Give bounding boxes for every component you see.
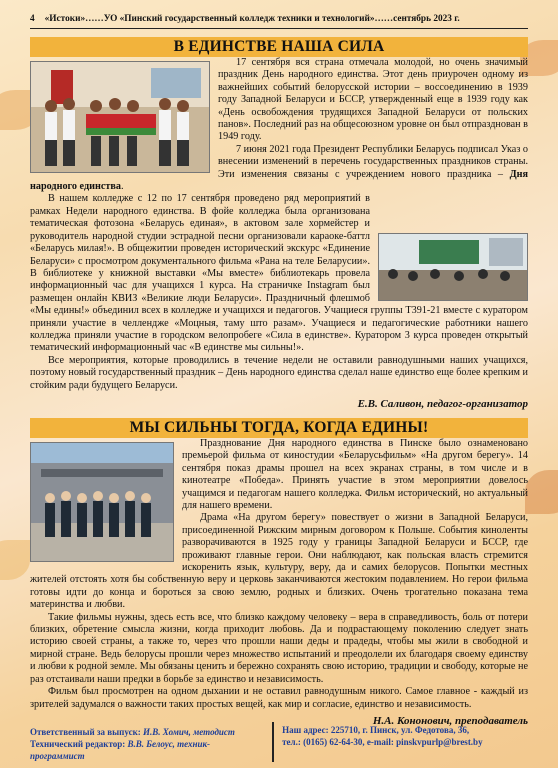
section2-signature: Н.А. Кононович, преподаватель	[372, 714, 528, 727]
footer-credits	[30, 722, 264, 762]
section2-title: МЫ СИЛЬНЫ ТОГДА, КОГДА ЕДИНЫ!	[30, 418, 528, 438]
section1-paragraph-3: В нашем колледже с 12 по 17 сентября проведено ряд мероприятий в рамках Недели народного единства. В фойе колледжа была организована тематическая фотозона «Беларусь единая», в актовом зале хормейстер и руководитель народной студии эстрадной песни организовали караоке-баттл «Беларусь милая!». В общежитии проведен исторический экскурс «Единение Беларуси» с просмотром документального фильма «Рана на теле Беларусии». В библиотеке у книжной выставки «Мы вместе» библиотекарь провела информационный час для учащихся 1 курса. На страничке Instagram был размещен онлайн КВИЗ «Великие люди Беларуси». Праздничный флешмоб «Мы едины!» объединил всех в колледже и учащихся и педагогов. Учащиеся группы Т391-21 вместе с куратором приняли участие в челлендже «Моцныя, таму што разам». Учащиеся и педагогические работники нашего колледжа приняли участие в городском велопробеге «Сила в единстве». Куратором 3 курса проведен открытый тематический информационный час «В единстве мы сильны!».	[30, 193, 528, 354]
address-text: Наш адрес: 225710, г. Пинск, ул. Федотова, 36,	[282, 725, 470, 735]
section1-signature: Е.В. Саливон, педагог-организатор	[357, 397, 528, 410]
section2-paragraph-1: Празднование Дня народного единства в Пинске было ознаменовано премьерой фильма от киностудии «Беларусьфильм» «На другом берегу». 14 сентября показ драмы прошел на всех экранах страны, в том числе и в кинотеатре «Победа». Принять участие в этом мероприятии довелось учащимся и педагогам нашего колледжа. Фильм исторический, но актуальный для нашего времени.	[182, 437, 528, 511]
section1-body	[30, 57, 528, 410]
students-flag-photo	[30, 61, 210, 173]
section2-body	[30, 438, 528, 727]
footer-contacts	[282, 722, 528, 762]
page-footer	[30, 722, 528, 762]
section1-paragraph-1: 17 сентября вся страна отмечала молодой, но очень значимый праздник День народного единства. Этот день приурочен одному из важнейших событий белорусской истории – воссоединению в 1939 году Западной Беларуси и БССР, утвержденный еще в 1939 году как «День освобождения трудящихся Западной Беларуси от польских панов». Последний раз на общесоюзном уровне он был отпразднован в 1949 году.	[218, 57, 528, 143]
cinema-group-photo	[30, 442, 174, 562]
section1-title: В ЕДИНСТВЕ НАША СИЛА	[30, 37, 528, 57]
section2-paragraph-4: Фильм был просмотрен на одном дыхании и не оставил равнодушным никого. Самое главное - каждый из зрителей задумался о важности таких простых вещей, как мир и согласие, единство и независимость.	[30, 686, 528, 710]
leaf-decoration	[0, 540, 30, 580]
leaf-decoration	[525, 470, 558, 514]
page-header	[30, 14, 528, 29]
newsletter-page	[30, 14, 528, 726]
footer-divider	[272, 722, 274, 762]
header-text: «Истоки»……УО «Пинский государственный колледж техники и технологий»……сентябрь 2023 г.	[44, 14, 460, 24]
responsible-name: И.В. Хомич, методист	[143, 727, 235, 737]
contacts-text: тел.: (0165) 62-64-30, e-mail: pinskvpurlp@brest.by	[282, 737, 483, 747]
page-number: 4	[30, 14, 35, 24]
section2-paragraph-2: Драма «На другом берегу» повествует о жизни в Западной Беларуси, присоединенной Рижским мирным договором к Польше. События киноленты разворачиваются в 1925 году у границы Западной Беларуси и БССР, где проживают главные герои. Они наблюдают, как польская власть стремится искоренить язык, культуру, веру, да и самих белорусов. Попытки местных жителей отстоять хотя бы собственную веру и церковь заканчиваются жестоким подавлением. Но герои фильма готовы идти до конца и бороться за свою землю, родных и близких. Очень трогательно показана тема материнства и любви.	[30, 512, 528, 611]
responsible-label: Ответственный за выпуск:	[30, 727, 141, 737]
classroom-photo	[378, 233, 528, 301]
tech-editor-name: В.В. Белоус, техник-программист	[30, 739, 211, 761]
section1-paragraph-4: Все мероприятия, которые проводились в течение недели не оставили равнодушными наших учащихся, поэтому новый государственный праздник – День народного единства сделал наше единство еще более крепким и стойким ради будущего Беларуси.	[30, 354, 528, 391]
section1-paragraph-2: 7 июня 2021 года Президент Республики Беларусь подписал Указ о внесении изменений в перечень государственных праздников страны. Эти изменения связаны с учреждением нового праздника – Дня народного единства.	[30, 143, 528, 193]
holiday-name: Дня народного единства	[30, 168, 528, 193]
tech-editor-label: Технический редактор:	[30, 739, 126, 749]
section2-paragraph-3: Такие фильмы нужны, здесь есть все, что близко каждому человеку – вера в справедливость, боль от потери близких, обретение смысла жизни, когда приходит любовь. Да и подрастающему поколению следует знать историю своей страны, а также то, через что прошли наши деды и прадеды, чтобы мы жили в свободной и мирной стране. Ведь белорусы прошли через множество испытаний и преодолели их благодаря своему единству и любви к родной земле. Мы обязаны ценить и бережно сохранять свою историю, традиции и свободу, которые не раз отстаивали наши предки в борьбе за единство и независимость.	[30, 611, 528, 685]
